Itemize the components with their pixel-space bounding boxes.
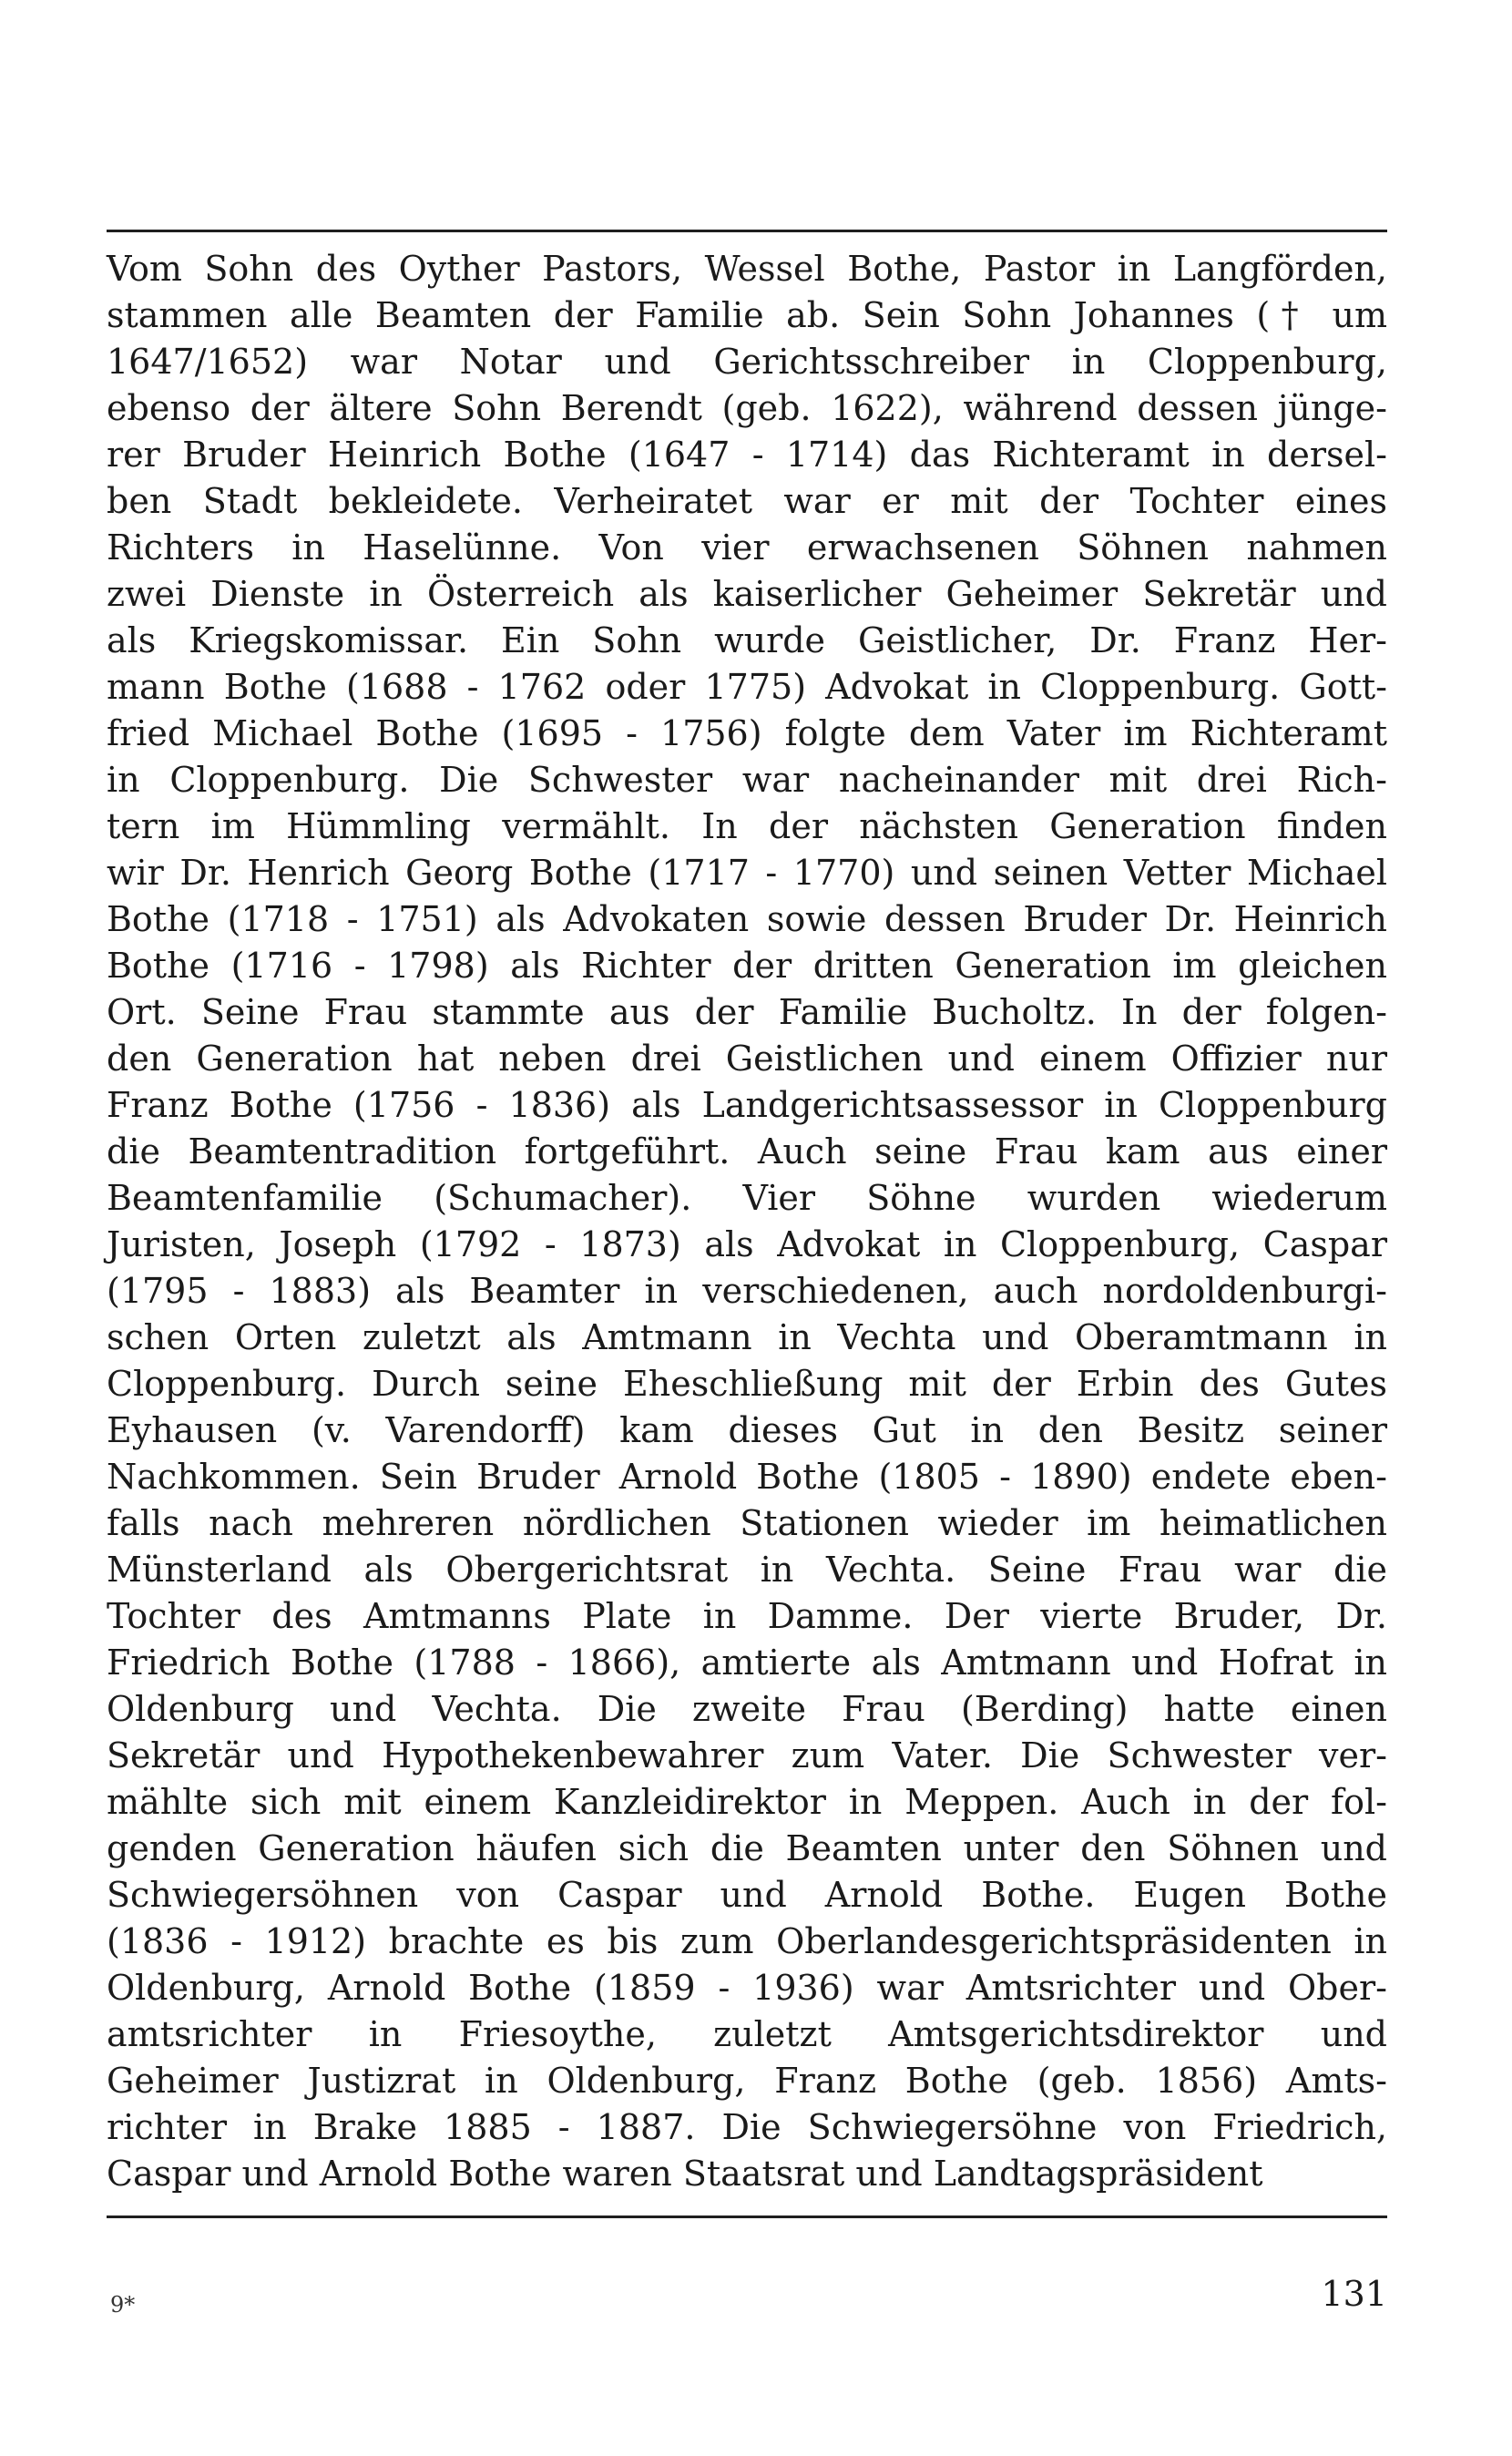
text-line: mählte sich mit einem Kanzleidirektor in Meppen. Auch in der fol- bbox=[107, 1782, 1387, 1822]
text-line: genden Generation häufen sich die Beamten unter den Söhnen und bbox=[107, 1828, 1387, 1868]
text-line: stammen alle Beamten der Familie ab. Sein Sohn Johannes († um bbox=[107, 295, 1387, 335]
text-line: Bothe (1718 - 1751) als Advokaten sowie dessen Bruder Dr. Heinrich bbox=[107, 899, 1387, 939]
text-line: (1795 - 1883) als Beamter in verschiedenen, auch nordoldenburgi- bbox=[107, 1271, 1387, 1311]
text-line: Oldenburg und Vechta. Die zweite Frau (Berding) hatte einen bbox=[107, 1689, 1387, 1729]
text-line: Cloppenburg. Durch seine Eheschließung mit der Erbin des Gutes bbox=[107, 1364, 1387, 1404]
text-line: wir Dr. Henrich Georg Bothe (1717 - 1770) und seinen Vetter Michael bbox=[107, 853, 1387, 893]
bottom-rule bbox=[107, 2216, 1387, 2218]
text-line: Friedrich Bothe (1788 - 1866), amtierte als Amtmann und Hofrat in bbox=[107, 1642, 1387, 1683]
text-line: amtsrichter in Friesoythe, zuletzt Amtsgerichtsdirektor und bbox=[107, 2014, 1387, 2054]
text-line: zwei Dienste in Österreich als kaiserlicher Geheimer Sekretär und bbox=[107, 574, 1387, 614]
text-line: Tochter des Amtmanns Plate in Damme. Der vierte Bruder, Dr. bbox=[107, 1596, 1387, 1636]
text-line: falls nach mehreren nördlichen Stationen wieder im heimatlichen bbox=[107, 1503, 1387, 1543]
text-line: ebenso der ältere Sohn Berendt (geb. 1622), während dessen jünge- bbox=[107, 388, 1387, 428]
text-line: fried Michael Bothe (1695 - 1756) folgte dem Vater im Richteramt bbox=[107, 713, 1387, 753]
text-line: schen Orten zuletzt als Amtmann in Vechta und Oberamtmann in bbox=[107, 1317, 1387, 1357]
text-line: richter in Brake 1885 - 1887. Die Schwiegersöhne von Friedrich, bbox=[107, 2107, 1387, 2147]
text-line: Eyhausen (v. Varendorff) kam dieses Gut in den Besitz seiner bbox=[107, 1410, 1387, 1450]
text-line: rer Bruder Heinrich Bothe (1647 - 1714) das Richteramt in dersel- bbox=[107, 435, 1387, 475]
text-line: den Generation hat neben drei Geistlichen und einem Offizier nur bbox=[107, 1039, 1387, 1079]
text-line: 1647/1652) war Notar und Gerichtsschreiber in Cloppenburg, bbox=[107, 342, 1387, 382]
text-line: Franz Bothe (1756 - 1836) als Landgerichtsassessor in Cloppenburg bbox=[107, 1085, 1387, 1125]
text-line: Caspar und Arnold Bothe waren Staatsrat und Landtagspräsident bbox=[107, 2154, 1263, 2194]
top-rule bbox=[107, 230, 1387, 232]
signature-mark: 9* bbox=[110, 2292, 136, 2318]
text-line: Ort. Seine Frau stammte aus der Familie Bucholtz. In der folgen- bbox=[107, 992, 1387, 1032]
body-text bbox=[107, 246, 1387, 2197]
text-line: Sekretär und Hypothekenbewahrer zum Vater. Die Schwester ver- bbox=[107, 1735, 1387, 1775]
text-line: Nachkommen. Sein Bruder Arnold Bothe (1805 - 1890) endete eben- bbox=[107, 1457, 1387, 1497]
text-line: Juristen, Joseph (1792 - 1873) als Advokat in Cloppenburg, Caspar bbox=[107, 1224, 1387, 1264]
text-line: mann Bothe (1688 - 1762 oder 1775) Advokat in Cloppenburg. Gott- bbox=[107, 667, 1387, 707]
text-line: in Cloppenburg. Die Schwester war nacheinander mit drei Rich- bbox=[107, 760, 1387, 800]
text-line: die Beamtentradition fortgeführt. Auch seine Frau kam aus einer bbox=[107, 1131, 1387, 1172]
text-line: Richters in Haselünne. Von vier erwachsenen Söhnen nahmen bbox=[107, 527, 1387, 568]
text-line: Bothe (1716 - 1798) als Richter der dritten Generation im gleichen bbox=[107, 946, 1387, 986]
text-line: tern im Hümmling vermählt. In der nächsten Generation finden bbox=[107, 806, 1387, 846]
text-line: Schwiegersöhnen von Caspar und Arnold Bothe. Eugen Bothe bbox=[107, 1875, 1387, 1915]
text-line: (1836 - 1912) brachte es bis zum Oberlandesgerichtspräsidenten in bbox=[107, 1921, 1387, 1961]
text-line: ben Stadt bekleidete. Verheiratet war er mit der Tochter eines bbox=[107, 481, 1387, 521]
text-line: Beamtenfamilie (Schumacher). Vier Söhne wurden wiederum bbox=[107, 1178, 1387, 1218]
text-line: Münsterland als Obergerichtsrat in Vechta. Seine Frau war die bbox=[107, 1550, 1387, 1590]
text-line: Vom Sohn des Oyther Pastors, Wessel Bothe, Pastor in Langförden, bbox=[107, 249, 1387, 289]
text-line: als Kriegskomissar. Ein Sohn wurde Geistlicher, Dr. Franz Her- bbox=[107, 620, 1387, 660]
page-number: 131 bbox=[1321, 2274, 1387, 2314]
text-line: Oldenburg, Arnold Bothe (1859 - 1936) war Amtsrichter und Ober- bbox=[107, 1968, 1387, 2008]
text-line: Geheimer Justizrat in Oldenburg, Franz Bothe (geb. 1856) Amts- bbox=[107, 2061, 1387, 2101]
